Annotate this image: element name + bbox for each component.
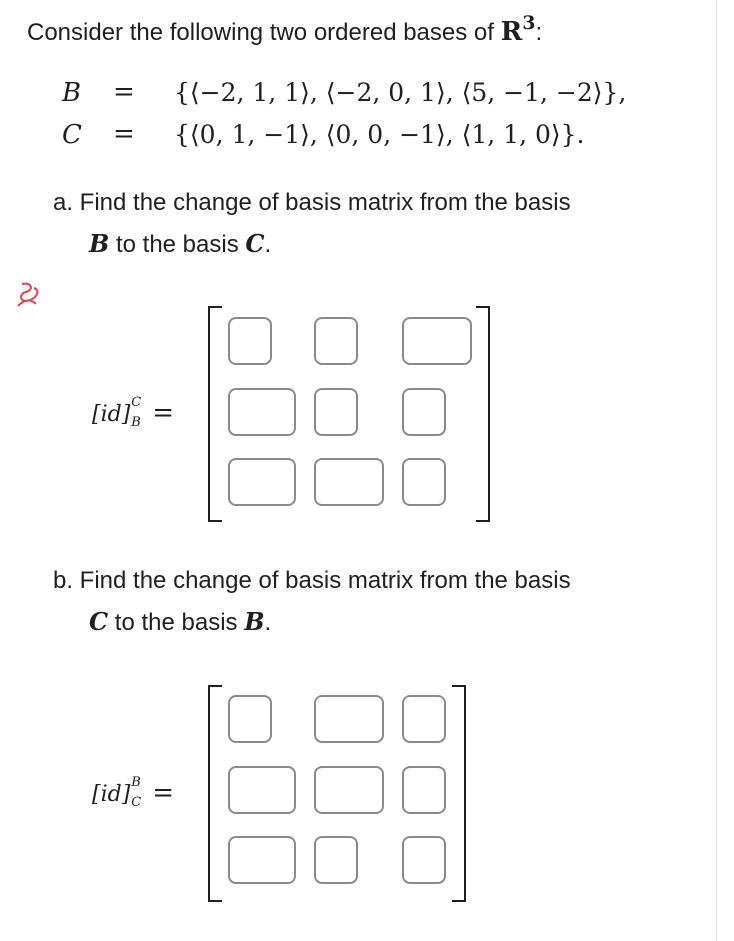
part-b-sup: B — [131, 775, 141, 790]
part-b-right-bracket — [452, 685, 466, 902]
part-a-line2 — [53, 223, 571, 265]
part-b-cell-3-1[interactable] — [228, 836, 296, 884]
part-a-right-bracket — [476, 306, 490, 522]
part-b-cell-3-2[interactable] — [314, 836, 358, 884]
part-a-lhs — [92, 395, 175, 430]
part-a-cell-1-1[interactable] — [228, 317, 272, 365]
real-field-symbol: R — [500, 17, 523, 47]
part-a-cell-2-1[interactable] — [228, 388, 296, 436]
part-b-from-basis: C — [89, 607, 109, 636]
part-a-cell-1-2[interactable] — [314, 317, 358, 365]
part-b-sub: C — [131, 795, 142, 810]
basis-b-value: {⟨−2, 1, 1⟩, ⟨−2, 0, 1⟩, ⟨5, −1, −2⟩}, — [174, 78, 627, 107]
part-b-cell-1-3[interactable] — [402, 695, 446, 743]
part-b-cell-1-1[interactable] — [228, 695, 272, 743]
part-a-line1: a. Find the change of basis matrix from the basis — [53, 189, 571, 216]
part-a-to-basis: C — [245, 229, 265, 258]
part-a-left-bracket — [208, 306, 222, 522]
part-b-id: [id] — [92, 782, 131, 807]
handwritten-mark-icon — [14, 280, 44, 310]
part-b-line1: b. Find the change of basis matrix from the basis — [53, 567, 571, 594]
part-b-cell-2-3[interactable] — [402, 766, 446, 814]
part-b-scripts — [130, 775, 144, 810]
part-a-from-basis: B — [89, 229, 110, 258]
part-a-sub: B — [131, 415, 141, 430]
part-b-to-basis: B — [244, 607, 265, 636]
basis-c-value: {⟨0, 1, −1⟩, ⟨0, 0, −1⟩, ⟨1, 1, 0⟩}. — [174, 120, 585, 149]
part-b-left-bracket — [208, 685, 222, 902]
part-a-cell-3-1[interactable] — [228, 458, 296, 506]
part-b-equals: = — [152, 778, 175, 808]
part-b-question — [53, 560, 571, 643]
part-a-equals: = — [152, 398, 175, 428]
problem-intro — [27, 14, 542, 47]
intro-text: Consider the following two ordered bases of — [27, 19, 501, 46]
part-b-mid-text: to the basis — [108, 609, 245, 636]
part-b-cell-2-2[interactable] — [314, 766, 384, 814]
basis-c-equals: = — [113, 119, 135, 149]
part-b-end: . — [264, 609, 272, 636]
basis-c-symbol: C — [62, 120, 82, 150]
part-b-cell-2-1[interactable] — [228, 766, 296, 814]
part-a-id: [id] — [92, 402, 131, 427]
intro-suffix: : — [535, 19, 543, 46]
part-a-cell-2-2[interactable] — [314, 388, 358, 436]
part-b-cell-1-2[interactable] — [314, 695, 384, 743]
part-a-scripts — [130, 395, 144, 430]
part-b-cell-3-3[interactable] — [402, 836, 446, 884]
part-b-lhs — [92, 775, 175, 810]
field-exponent: 3 — [522, 12, 536, 34]
part-a-sup: C — [131, 395, 142, 410]
part-a-cell-1-3[interactable] — [402, 317, 472, 365]
basis-b-symbol: B — [62, 78, 82, 108]
part-b-line2 — [53, 601, 571, 643]
page-divider — [716, 0, 717, 941]
basis-b-equals: = — [113, 77, 135, 107]
part-a-cell-3-3[interactable] — [402, 458, 446, 506]
part-a-question — [53, 182, 571, 265]
part-a-cell-2-3[interactable] — [402, 388, 446, 436]
part-a-end: . — [264, 231, 272, 258]
part-a-mid-text: to the basis — [109, 231, 246, 258]
part-a-cell-3-2[interactable] — [314, 458, 384, 506]
